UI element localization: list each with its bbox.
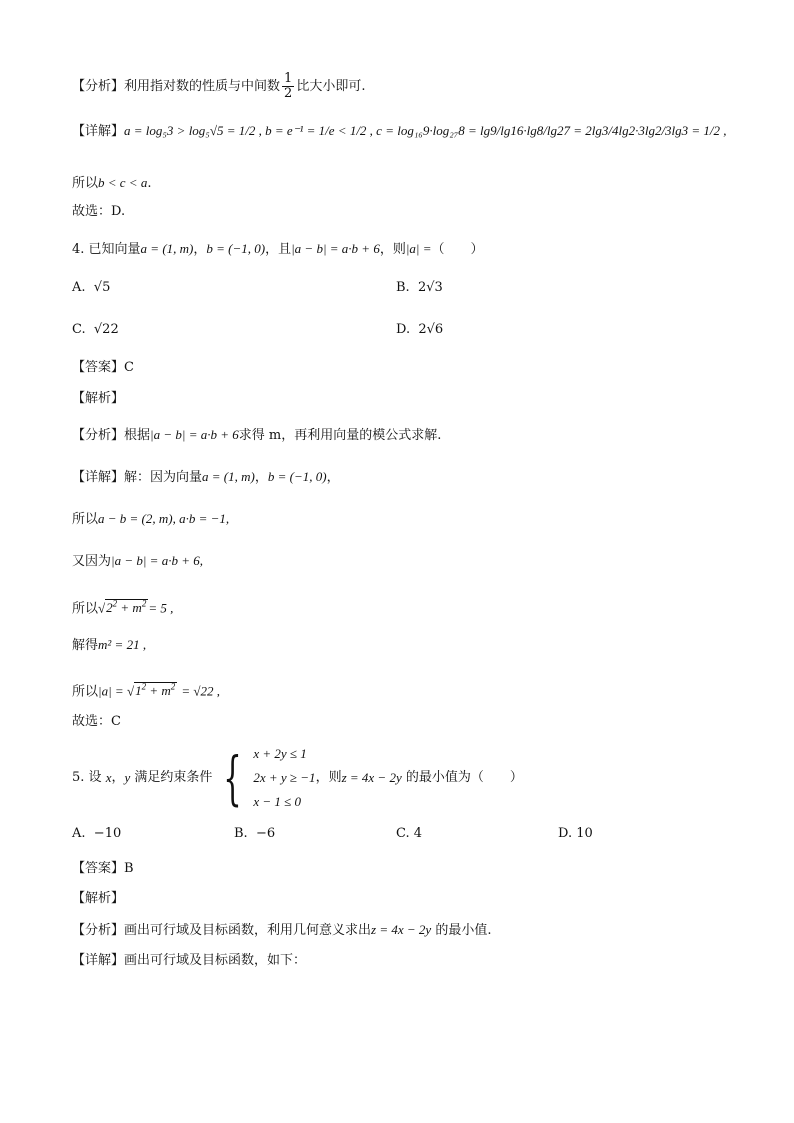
sqrt-expression: $√1^2 + m^2$ xyxy=(126,682,176,699)
option-label: C. xyxy=(72,322,86,337)
inequality: b < c < a xyxy=(98,175,148,190)
q4-fenxi xyxy=(72,424,441,447)
q4-analysis-heading xyxy=(72,388,124,410)
q4-step-2 xyxy=(72,550,203,573)
expression: = √22 , xyxy=(181,683,221,699)
text: 画出可行域及目标函数，利用几何意义求出 xyxy=(124,923,372,938)
analysis-tag: 【分析】 xyxy=(72,923,125,938)
vector-a-definition: a = (1, m) xyxy=(202,469,255,484)
expression: a − b = (2, m), a·b = −1, xyxy=(98,511,230,526)
q5-answer xyxy=(72,858,134,880)
analysis-tail: 比大小即可. xyxy=(296,79,366,94)
option-label: D. xyxy=(558,826,573,841)
constraint: 2x + y ≥ −1 xyxy=(253,770,316,785)
stem-text: 的最小值为（ ） xyxy=(405,770,523,785)
punctuation: ， xyxy=(326,470,340,485)
option-label: B. xyxy=(396,280,410,295)
constraint-rows xyxy=(253,742,315,814)
q4-option-d xyxy=(396,322,443,337)
punctuation: ， xyxy=(254,470,268,485)
objective-function: z = 4x − 2y xyxy=(371,922,432,937)
vector-a-definition: a = (1, m) xyxy=(140,241,194,256)
analysis-text: 利用指对数的性质与中间数 xyxy=(124,79,281,94)
detail-tag: 【详解】 xyxy=(72,953,125,968)
option-value: 4 xyxy=(413,826,423,841)
q4-step-5 xyxy=(72,676,220,703)
condition: |a − b| = a·b + 6 xyxy=(291,241,380,256)
option-label: D. xyxy=(396,322,411,337)
text: 画出可行域及目标函数，如下： xyxy=(124,953,307,968)
detail-expression: a = log₅3 > log₅√5 = 1/2 , b = e⁻¹ = 1/e < 1/2 , c = log₁₆9·log₂₇8 = lg9/lg16·lg8/lg27 = 2lg3/4lg2·3lg2/3lg3 = 1/2 , xyxy=(124,123,727,138)
stem-text: ，且 xyxy=(265,242,292,257)
q5-fenxi xyxy=(72,919,491,942)
option-label: C. xyxy=(396,826,410,841)
q5-analysis-heading xyxy=(72,888,124,910)
analysis-tag: 【分析】 xyxy=(72,428,125,443)
q4-step-4 xyxy=(72,634,146,657)
constraint-system xyxy=(212,742,315,814)
sqrt-expression: $√2^2 + m^2$ xyxy=(98,599,147,616)
choice-text: 故选：D. xyxy=(72,204,126,219)
vector-b-definition: b = (−1, 0) xyxy=(206,241,266,256)
text: 解得 xyxy=(72,638,99,653)
stem-text: 满足约束条件 xyxy=(134,770,213,785)
q4-option-c xyxy=(72,322,119,337)
q5-option-a xyxy=(72,826,121,841)
text: 所以 xyxy=(72,684,99,700)
q4-choose xyxy=(72,711,121,733)
analysis-tag: 【解析】 xyxy=(72,891,125,906)
stem-text: 5. 设 xyxy=(72,770,102,785)
q4-answer xyxy=(72,357,134,379)
question-expression: |a| = xyxy=(405,241,432,256)
option-value: 2√3 xyxy=(417,280,443,295)
detail-tag: 【详解】 xyxy=(72,124,125,139)
punctuation: ， xyxy=(111,770,125,785)
option-value: √5 xyxy=(93,280,111,295)
answer-value: C xyxy=(124,360,134,375)
conclusion-line xyxy=(72,172,151,195)
text: 的最小值. xyxy=(435,923,492,938)
vector-b-definition: b = (−1, 0) xyxy=(267,469,327,484)
expression: m² = 21 , xyxy=(98,637,147,652)
q5-option-b xyxy=(234,826,275,841)
expression: |a − b| = a·b + 6, xyxy=(111,553,203,568)
stem-text: ，则 xyxy=(379,242,406,257)
q5-stem xyxy=(72,742,523,814)
punctuation: ， xyxy=(193,242,207,257)
fraction-numerator: 1 xyxy=(284,71,293,86)
answer-tag: 【答案】 xyxy=(72,360,125,375)
text: 所以 xyxy=(72,512,99,527)
q4-xiangjie xyxy=(72,466,340,489)
variable-x: x xyxy=(105,770,112,785)
q4-option-a xyxy=(72,280,110,295)
fraction-denominator: 2 xyxy=(284,86,293,101)
q5-option-d xyxy=(558,826,593,841)
option-value: 10 xyxy=(576,826,593,841)
analysis-line xyxy=(72,72,365,101)
answer-tag: 【答案】 xyxy=(72,861,125,876)
detail-tag: 【详解】 xyxy=(72,470,125,485)
q4-stem xyxy=(72,238,484,261)
option-value: −6 xyxy=(255,826,276,841)
norm-a: |a| = xyxy=(98,683,127,699)
q4-step-1 xyxy=(72,508,229,531)
q4-step-3 xyxy=(72,593,173,620)
option-value: 2√6 xyxy=(418,322,444,337)
q4-option-b xyxy=(396,280,443,295)
left-brace: { xyxy=(223,744,243,812)
choice-line xyxy=(72,201,125,223)
option-label: B. xyxy=(234,826,248,841)
punctuation: . xyxy=(147,176,152,191)
stem-text: 4. 已知向量 xyxy=(72,242,141,257)
answer-blank: （ ） xyxy=(431,242,484,257)
text: 解：因为向量 xyxy=(124,470,203,485)
constraint: x − 1 ≤ 0 xyxy=(253,794,302,809)
stem-text: ，则 xyxy=(315,770,342,785)
option-value: √22 xyxy=(93,322,119,337)
answer-value: B xyxy=(124,861,134,876)
text: 又因为 xyxy=(72,554,112,569)
objective-function: z = 4x − 2y xyxy=(341,770,402,785)
constraint: x + 2y ≤ 1 xyxy=(253,746,307,761)
detail-line xyxy=(72,120,727,143)
text: 求得 m，再利用向量的模公式求解. xyxy=(238,428,442,443)
text: 所以 xyxy=(72,601,99,617)
fraction xyxy=(282,72,294,101)
choice-text: 故选：C xyxy=(72,714,121,729)
text: 所以 xyxy=(72,176,99,191)
condition: |a − b| = a·b + 6 xyxy=(150,427,239,442)
analysis-tag: 【分析】 xyxy=(72,79,125,94)
option-label: A. xyxy=(72,826,86,841)
variable-y: y xyxy=(124,770,131,785)
text: 根据 xyxy=(124,428,151,443)
expression: = 5 , xyxy=(148,600,174,616)
option-label: A. xyxy=(72,280,86,295)
q5-option-c xyxy=(396,826,422,841)
q5-xiangjie xyxy=(72,950,306,972)
analysis-tag: 【解析】 xyxy=(72,391,125,406)
option-value: −10 xyxy=(93,826,122,841)
